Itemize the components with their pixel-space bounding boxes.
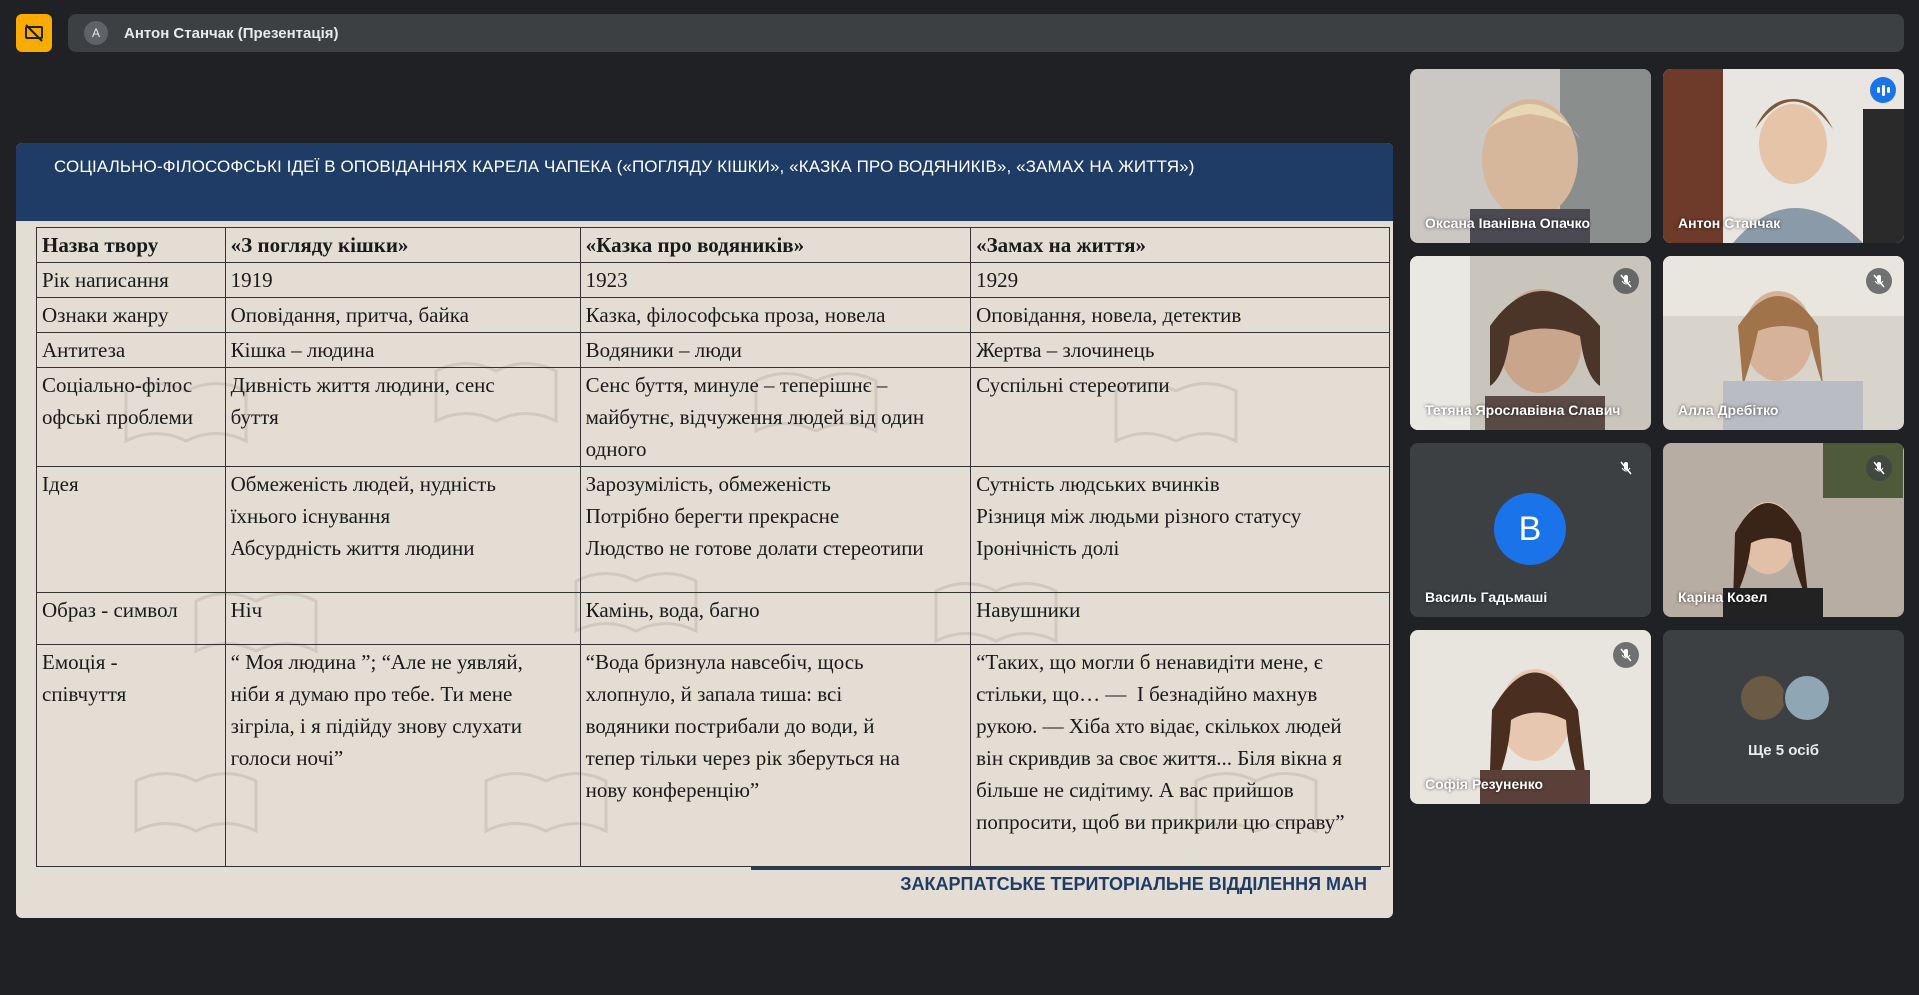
cell-line: стільки, що… — І безнадійно махнув [976,682,1318,706]
participant-avatar: В [1494,493,1566,565]
participant-name: Каріна Козел [1678,589,1768,605]
cell-line: Іронічність долі [976,536,1120,560]
cell-line: майбутнє, відчуження людей від один [585,405,925,429]
table-cell [580,228,970,263]
cell-line: він скривдив за своє життя... Біля вікна я [976,746,1342,770]
cell-line: “ Моя людина ”; “Але не уявляй, [230,650,523,674]
cell-line: більше не сидітиму. А вас прийшов [976,778,1294,802]
cell-line: Казка, філософська проза, новела [585,303,886,327]
participant-name: Василь Гадьмаші [1425,589,1548,605]
participant-avatar [1783,674,1831,722]
cell-line: Обмеженість людей, нудність [230,472,496,496]
table-cell [225,368,580,467]
speaking-indicator-icon [1870,77,1896,103]
cell-line: «Казка про водяників» [585,233,805,257]
cell-line: Ідея [42,472,79,496]
cell-line: нову конференцію” [585,778,760,802]
cell-line: Ознаки жанру [42,303,169,327]
more-participants-label: Ще 5 осіб [1747,742,1820,759]
table-row [37,645,1390,867]
table-cell [225,333,580,368]
table-row [37,368,1390,467]
table-cell [37,263,226,298]
comparison-table [36,227,1390,867]
presentation-slide [16,143,1393,918]
participant-tile-active[interactable] [1663,69,1904,243]
cell-line: Емоція - [42,650,118,674]
cell-line: зігріла, і я підійду знову слухати [230,714,522,738]
cell-line: Жертва – злочинець [976,338,1155,362]
cell-line: Потрібно берегти прекрасне [585,504,840,528]
cell-line: Водяники – люди [585,338,742,362]
table-row [37,263,1390,298]
presenter-avatar: A [84,21,108,45]
participant-name: Софія Резуненко [1425,776,1544,792]
table-cell [971,228,1390,263]
cell-line: «Замах на життя» [976,233,1146,257]
table-cell [580,298,970,333]
table-row [37,228,1390,263]
cell-line: Кішка – людина [230,338,375,362]
participant-name: Тетяна Ярославівна Славич [1425,402,1621,418]
table-row [37,298,1390,333]
slide-footer: ЗАКАРПАТСЬКЕ ТЕРИТОРІАЛЬНЕ ВІДДІЛЕННЯ МАН [900,874,1367,894]
presentation-status-icon[interactable] [16,14,52,52]
participant-name: Антон Станчак [1678,215,1781,231]
cell-line: хлопнуло, й запала тиша: всі [585,682,843,706]
slide-title: СОЦІАЛЬНО-ФІЛОСОФСЬКІ ІДЕЇ В ОПОВІДАННЯХ КАРЕЛА ЧАПЕКА («ПОГЛЯДУ КІШКИ», «КАЗКА ПРО ВОДЯНИКІВ», «ЗАМАХ НА ЖИТТЯ») [54,157,1195,176]
table-cell [225,298,580,333]
presenter-bar [68,14,1904,52]
cell-line: ніби я думаю про тебе. Ти мене [230,682,513,706]
cell-line: попросити, щоб ви прикрили цю справу” [976,810,1345,834]
table-cell [225,467,580,593]
table-cell [225,263,580,298]
mic-off-icon [1866,455,1892,481]
cell-line: Суспільні стереотипи [976,373,1170,397]
cell-line: тепер тільки через рік зберуться на [585,746,900,770]
cell-line: Дивність життя людини, сенс [230,373,495,397]
cell-line: “Вода бризнула навсебіч, щось [585,650,864,674]
cell-line: офські проблеми [42,405,194,429]
mic-off-icon [1613,642,1639,668]
table-cell [971,645,1390,867]
table-cell [37,645,226,867]
table-cell [971,368,1390,467]
participant-name: Оксана Іванівна Опачко [1425,215,1591,231]
more-participants-tile[interactable] [1663,630,1904,804]
table-cell [225,228,580,263]
presenter-title: Антон Станчак (Презентація) [124,24,339,42]
cell-line: одного [585,437,647,461]
cell-line: Образ - символ [42,598,178,622]
footer-divider [751,867,1381,870]
cell-line: 1929 [976,268,1019,292]
participant-tile[interactable] [1663,256,1904,430]
mic-off-icon [1613,455,1639,481]
table-cell [971,333,1390,368]
table-cell [580,333,970,368]
participant-tile[interactable] [1410,69,1651,243]
participant-tile[interactable] [1410,630,1651,804]
slide-header [16,143,1393,221]
table-cell [580,263,970,298]
table-cell [971,593,1390,645]
cell-line: 1919 [230,268,273,292]
cell-line: Рік написання [42,268,169,292]
mic-off-icon [1613,268,1639,294]
cell-line: Зарозумілість, обмеженість [585,472,831,496]
cell-line: Назва твору [42,233,159,257]
cell-line: Сенс буття, минуле – теперішнє – [585,373,888,397]
table-cell [37,368,226,467]
table-cell [971,467,1390,593]
cell-line: водяники пострибали до води, й [585,714,875,738]
table-cell [225,645,580,867]
cell-line: співчуття [42,682,127,706]
cell-line: «З погляду кішки» [230,233,409,257]
more-participants-avatars [1739,674,1831,722]
cell-line: Соціально-філос [42,373,193,397]
table-cell [37,467,226,593]
cell-line: Людство не готове долати стереотипи [585,536,924,560]
cell-line: Камінь, вода, багно [585,598,760,622]
participant-name: Алла Дребітко [1678,402,1779,418]
participant-avatar [1739,674,1787,722]
table-cell [971,298,1390,333]
table-cell [37,228,226,263]
table-cell [580,645,970,867]
cell-line: буття [230,405,279,429]
cell-line: Навушники [976,598,1081,622]
cell-line: Оповідання, новела, детектив [976,303,1242,327]
cell-line: Абсурдність життя людини [230,536,475,560]
cell-line: голоси ночі” [230,746,344,770]
participant-tile[interactable] [1410,443,1651,617]
table-cell [225,593,580,645]
table-row [37,593,1390,645]
cell-line: Сутність людських вчинків [976,472,1220,496]
cell-line: Різниця між людьми різного статусу [976,504,1302,528]
table-row [37,333,1390,368]
cell-line: Оповідання, притча, байка [230,303,469,327]
cell-line: рукою. — Хіба хто відає, скількох людей [976,714,1342,738]
cell-line: Ніч [230,598,263,622]
table-cell [580,593,970,645]
stop-presenting-icon [24,23,44,43]
table-row [37,467,1390,593]
cell-line: Антитеза [42,338,126,362]
cell-line: їхнього існування [230,504,391,528]
participant-tile[interactable] [1663,443,1904,617]
table-cell [37,593,226,645]
cell-line: “Таких, що могли б ненавидіти мене, є [976,650,1323,674]
table-cell [37,333,226,368]
mic-off-icon [1866,268,1892,294]
table-cell [971,263,1390,298]
table-cell [580,368,970,467]
table-cell [580,467,970,593]
participant-tile[interactable] [1410,256,1651,430]
table-cell [37,298,226,333]
cell-line: 1923 [585,268,628,292]
